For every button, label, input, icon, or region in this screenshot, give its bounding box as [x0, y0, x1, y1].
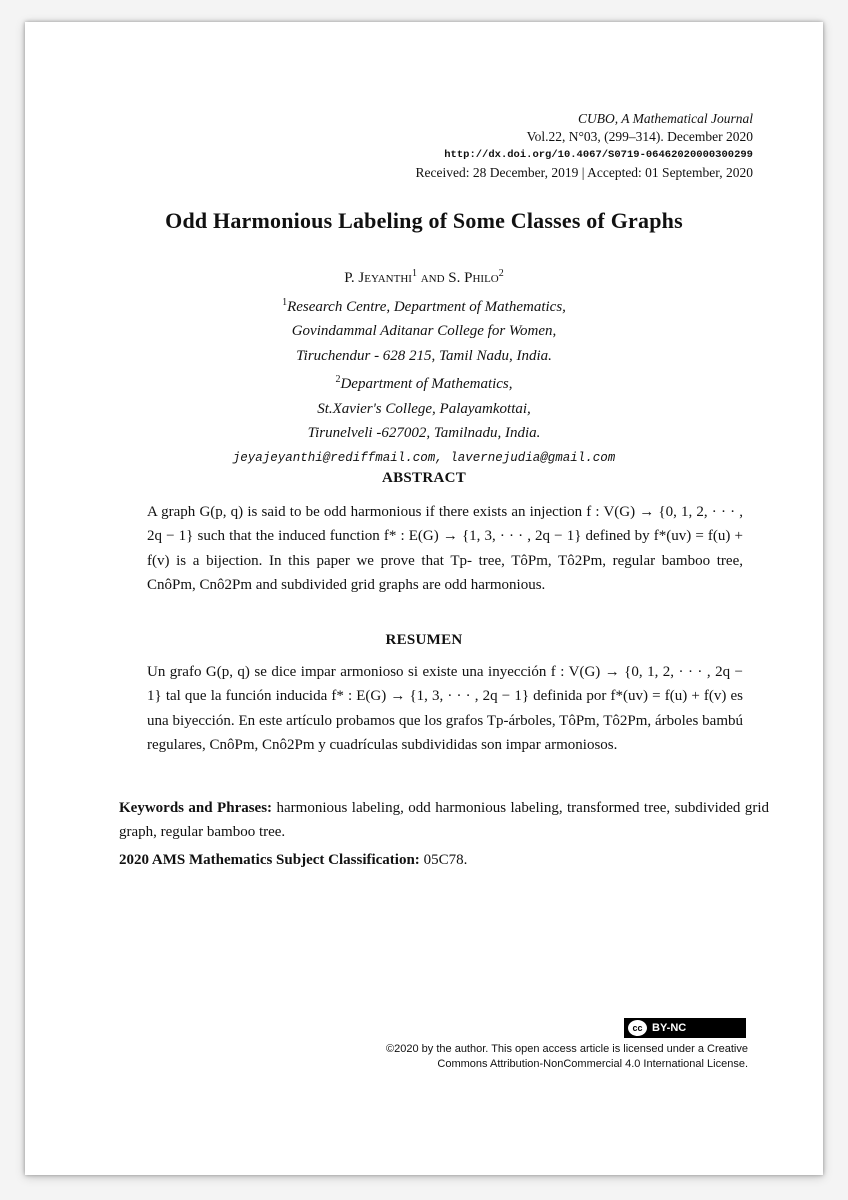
creative-commons-icon: cc: [628, 1020, 647, 1036]
paper-page: [25, 22, 823, 1175]
msc-classification: [119, 848, 769, 872]
affiliation-2-sup: 2: [335, 374, 341, 385]
msc-label: 2020 AMS Mathematics Subject Classification:: [119, 852, 420, 868]
affiliation-2-line3: [25, 421, 823, 446]
journal-masthead: [415, 110, 753, 182]
affiliation-2-college: St.Xavier's College, Palayamkottai,: [317, 400, 531, 417]
author-emails[interactable]: jeyajeyanthi@rediffmail.com, lavernejudia@gmail.com: [232, 450, 616, 465]
affiliation-1-line2: [25, 319, 823, 344]
affiliation-2-line2: [25, 397, 823, 422]
paper-title: Odd Harmonious Labeling of Some Classes of Graphs: [165, 208, 683, 233]
author-line: [25, 262, 823, 291]
author-1: P. Jeyanthi: [344, 270, 412, 286]
author-conjunction: and: [416, 270, 449, 286]
abstract-heading: ABSTRACT: [381, 470, 467, 486]
affiliation-2-dept: Department of Mathematics,: [340, 376, 513, 392]
author-1-sup: 1: [411, 268, 417, 279]
resumen-heading: RESUMEN: [385, 632, 463, 648]
affiliation-1-line3: [25, 344, 823, 369]
keywords: [119, 796, 769, 845]
license-line2: Commons Attribution-NonCommercial 4.0 International License.: [437, 1057, 748, 1070]
abstract-text: A graph G(p, q) is said to be odd harmonious if there exists an injection f : V(G) → {0, 1, 2, · · · , 2q − 1} such that the induced function f* : E(G) → {1, 3, · · · , 2q − 1} defined by f*(uv) = f(u) + f(v) is a bijection. In this paper we prove that Tp- tree, TôPm, Tô2Pm, regular bamboo tree, CnôPm, Cnô2Pm and subdivided grid graphs are odd harmonious.: [147, 504, 743, 594]
journal-name: CUBO, A Mathematical Journal: [578, 111, 753, 126]
author-2-sup: 2: [498, 268, 504, 279]
journal-dates: Received: 28 December, 2019 | Accepted: 01 September, 2020: [415, 165, 753, 180]
author-2: S. Philo: [448, 270, 499, 286]
msc-text: 05C78.: [423, 852, 468, 868]
keywords-label: Keywords and Phrases:: [119, 800, 273, 816]
cc-badge-text: BY-NC: [652, 1022, 687, 1034]
affiliation-1-dept: Research Centre, Department of Mathematics,: [287, 298, 566, 315]
affiliation-1-line1: [25, 291, 823, 320]
affiliation-1-college: Govindammal Aditanar College for Women,: [291, 323, 557, 339]
affiliation-2-address: Tirunelveli -627002, Tamilnadu, India.: [307, 425, 541, 441]
keywords-text: harmonious labeling, odd harmonious labeling, transformed tree, subdivided grid graph, regular bamboo tree.: [119, 800, 770, 841]
affiliation-1-sup: 1: [282, 296, 288, 308]
license-line1: ©2020 by the author. This open access article is licensed under a Creative: [386, 1043, 748, 1055]
journal-volume: Vol.22, N°03, (299–314). December 2020: [526, 129, 753, 144]
resumen-text: Un grafo G(p, q) se dice impar armonioso si existe una inyección f : V(G) → {0, 1, 2, · · · , 2q − 1} tal que la función inducida f* : E(G) → {1, 3, · · · , 2q − 1} definida por f*(uv) = f(u) + f(v) es una biyección. En este artículo probamos que los grafos Tp-árboles, TôPm, Tô2Pm, árboles bambú regulares, CnôPm, Cnô2Pm y cuadrículas subdivididas son impar armoniosos.: [147, 664, 743, 754]
cc-license-badge[interactable]: [624, 1018, 746, 1038]
author-block: [25, 262, 823, 470]
license-notice: [386, 1042, 748, 1071]
affiliation-1-address: Tiruchendur - 628 215, Tamil Nadu, India.: [296, 347, 552, 364]
doi-link[interactable]: http://dx.doi.org/10.4067/S0719-06462020000300299: [444, 149, 753, 161]
affiliation-2-line1: [25, 368, 823, 397]
